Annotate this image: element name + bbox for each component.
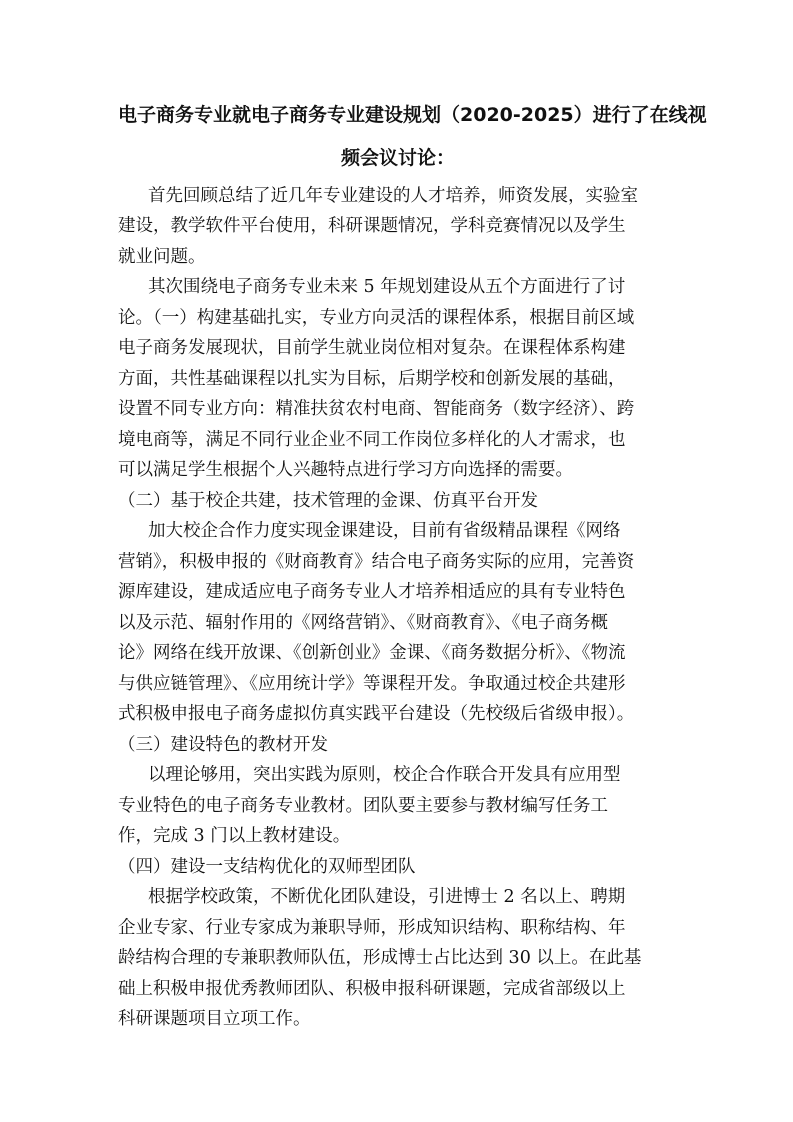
section-heading-3: （三）建设特色的教材开发 xyxy=(118,735,328,755)
body-line: 境电商等，满足不同行业企业不同工作岗位多样化的人才需求，也 xyxy=(118,430,626,450)
body-line: 以理论够用，突出实践为原则，校企合作联合开发具有应用型 xyxy=(148,765,621,785)
body-line: 专业特色的电子商务专业教材。团队要主要参与教材编写任务工 xyxy=(118,796,608,816)
body-line: 营销》，积极申报的《财商教育》结合电子商务实际的应用，完善资 xyxy=(118,552,635,572)
body-line: 龄结构合理的专兼职教师队伍，形成博士占比达到 30 以上。在此基 xyxy=(118,948,642,968)
body-line: 可以满足学生根据个人兴趣特点进行学习方向选择的需要。 xyxy=(118,460,573,480)
body-line: 设置不同专业方向：精准扶贫农村电商、智能商务（数字经济）、跨 xyxy=(118,399,635,419)
section-heading-4: （四）建设一支结构优化的双师型团队 xyxy=(118,857,416,877)
document-title-line-1: 电子商务专业就电子商务专业建设规划（2020-2025）进行了在线视 xyxy=(118,104,707,126)
body-line: 建设，教学软件平台使用，科研课题情况，学科竞赛情况以及学生 xyxy=(118,216,626,236)
section-heading-2: （二）基于校企共建，技术管理的金课、仿真平台开发 xyxy=(118,491,538,511)
body-line: 其次围绕电子商务专业未来 5 年规划建设从五个方面进行了讨 xyxy=(148,277,626,297)
body-line: 方面，共性基础课程以扎实为目标，后期学校和创新发展的基础， xyxy=(118,369,626,389)
body-line: 论》网络在线开放课、《创新创业》金课、《商务数据分析》、《物流 xyxy=(118,643,626,663)
body-line: 源库建设，建成适应电子商务专业人才培养相适应的具有专业特色 xyxy=(118,582,626,602)
body-line: 企业专家、行业专家成为兼职导师，形成知识结构、职称结构、年 xyxy=(118,918,626,938)
body-line: 电子商务发展现状，目前学生就业岗位相对复杂。在课程体系构建 xyxy=(118,338,626,358)
body-line: 以及示范、辐射作用的《网络营销》、《财商教育》、《电子商务概 xyxy=(118,613,608,633)
body-line: 就业问题。 xyxy=(118,247,206,267)
body-line: 根据学校政策，不断优化团队建设，引进博士 2 名以上、聘期 xyxy=(148,887,626,907)
body-line: 首先回顾总结了近几年专业建设的人才培养，师资发展，实验室 xyxy=(148,186,638,206)
body-line: 论。（一）构建基础扎实，专业方向灵活的课程体系，根据目前区域 xyxy=(118,308,635,328)
body-line: 础上积极申报优秀教师团队、积极申报科研课题，完成省部级以上 xyxy=(118,979,626,999)
body-line: 作，完成 3 门以上教材建设。 xyxy=(118,826,351,846)
body-line: 科研课题项目立项工作。 xyxy=(118,1009,311,1029)
body-line: 与供应链管理》、《应用统计学》等课程开发。争取通过校企共建形 xyxy=(118,674,626,694)
body-line: 式积极申报电子商务虚拟仿真实践平台建设（先校级后省级申报）。 xyxy=(118,704,635,724)
body-line: 加大校企合作力度实现金课建设，目前有省级精品课程《网络 xyxy=(148,521,621,541)
document-title-line-2: 频会议讨论： xyxy=(340,147,455,169)
